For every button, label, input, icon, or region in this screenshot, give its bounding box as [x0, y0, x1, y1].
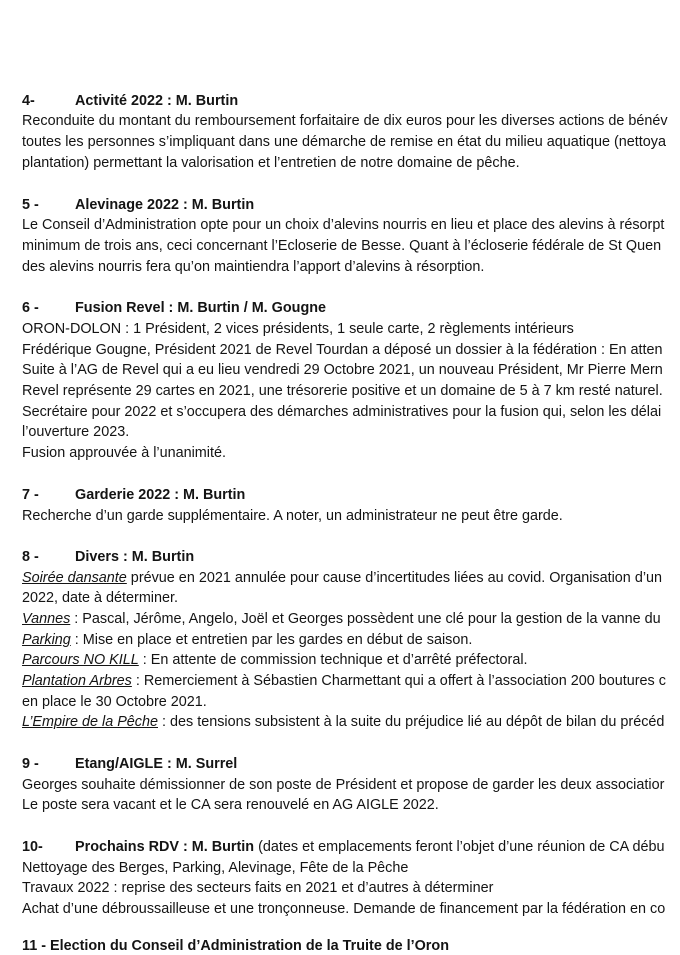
- list-item: [22, 693, 207, 711]
- list-item: [22, 569, 662, 587]
- section-number: 6 -: [22, 300, 39, 316]
- section-heading-6: [22, 299, 326, 317]
- paragraph-line: Secrétaire pour 2022 et s’occupera des démarches administratives pour la fusion qui, selon les délai: [22, 404, 662, 420]
- item-label: Parcours NO KILL: [22, 652, 139, 668]
- section-number: 7 -: [22, 487, 39, 503]
- section-title-note: (dates et emplacements feront l’objet d’une réunion de CA débu: [254, 839, 665, 855]
- section-title: Divers : M. Burtin: [75, 549, 195, 565]
- paragraph-line: des alevins nourris fera qu’on maintiendra l’apport d’alevins à résorption.: [22, 259, 485, 275]
- paragraph-line: Reconduite du montant du remboursement forfaitaire de dix euros pour les diverses actions de bénév: [22, 113, 668, 129]
- section-title: Etang/AIGLE : M. Surrel: [75, 756, 238, 772]
- paragraph-line: Revel représente 29 cartes en 2021, une trésorerie positive et un domaine de 5 à 7 km resté naturel.: [22, 383, 663, 399]
- list-item: [22, 651, 528, 669]
- paragraph-line: Frédérique Gougne, Président 2021 de Revel Tourdan a déposé un dossier à la fédération : En atten: [22, 342, 663, 358]
- section-heading-5: [22, 196, 254, 214]
- item-text: : En attente de commission technique et d’arrêté préfectoral.: [138, 652, 528, 668]
- section-heading-4: [22, 92, 238, 110]
- paragraph-line: Travaux 2022 : reprise des secteurs faits en 2021 et d’autres à déterminer: [22, 880, 494, 896]
- section-number: 4-: [22, 93, 35, 109]
- item-text: 2022, date à déterminer.: [22, 590, 179, 606]
- item-text: prévue en 2021 annulée pour cause d’incertitudes liées au covid. Organisation d’un: [126, 570, 663, 586]
- item-text: en place le 30 Octobre 2021.: [22, 694, 207, 710]
- paragraph-line: Achat d’une débroussailleuse et une tronçonneuse. Demande de financement par la fédération en co: [22, 901, 666, 917]
- paragraph-line: l’ouverture 2023.: [22, 424, 130, 440]
- list-item: [22, 713, 664, 731]
- item-label: Soirée dansante: [22, 570, 127, 586]
- item-text: : Mise en place et entretien par les gardes en début de saison.: [70, 632, 473, 648]
- paragraph-line: Suite à l’AG de Revel qui a eu lieu vendredi 29 Octobre 2021, un nouveau Président, Mr Pierre Mern: [22, 362, 663, 378]
- paragraph-line: Le poste sera vacant et le CA sera renouvelé en AG AIGLE 2022.: [22, 797, 439, 813]
- section-title: Prochains RDV : M. Burtin: [75, 839, 255, 855]
- list-item: [22, 589, 178, 607]
- cut-off-heading-11: [22, 937, 662, 954]
- section-title: Activité 2022 : M. Burtin: [75, 93, 239, 109]
- section-heading-9: [22, 755, 237, 773]
- item-label: Plantation Arbres: [22, 673, 132, 689]
- section-number: 9 -: [22, 756, 39, 772]
- item-text: : Remerciement à Sébastien Charmettant qui a offert à l’association 200 boutures c: [131, 673, 666, 689]
- paragraph-line: Recherche d’un garde supplémentaire. A noter, un administrateur ne peut être garde.: [22, 508, 563, 524]
- paragraph-line: toutes les personnes s’impliquant dans une démarche de remise en état du milieu aquatique (nettoya: [22, 134, 666, 150]
- section-heading-8: [22, 548, 194, 566]
- section-number: 5 -: [22, 197, 39, 213]
- item-text: : Pascal, Jérôme, Angelo, Joël et Georges possèdent une clé pour la gestion de la vanne du: [70, 611, 661, 627]
- section-title: Alevinage 2022 : M. Burtin: [75, 197, 255, 213]
- paragraph-line: plantation) permettant la valorisation et l’entretien de notre domaine de pêche.: [22, 155, 520, 171]
- cut-off-text: 11 - Election du Conseil d’Administration de la Truite de l’Oron: [22, 938, 449, 954]
- item-text: : des tensions subsistent à la suite du préjudice lié au dépôt de bilan du précéd: [158, 714, 665, 730]
- item-label: Vannes: [22, 611, 71, 627]
- item-label: L’Empire de la Pêche: [22, 714, 158, 730]
- section-number: 10-: [22, 839, 43, 855]
- paragraph-line: ORON-DOLON : 1 Président, 2 vices présidents, 1 seule carte, 2 règlements intérieurs: [22, 321, 574, 337]
- section-heading-10: [22, 838, 665, 856]
- list-item: [22, 610, 661, 628]
- section-title: Garderie 2022 : M. Burtin: [75, 487, 246, 503]
- item-label: Parking: [22, 632, 71, 648]
- section-number: 8 -: [22, 549, 39, 565]
- paragraph-line: Fusion approuvée à l’unanimité.: [22, 445, 226, 461]
- paragraph-line: Le Conseil d’Administration opte pour un choix d’alevins nourris en lieu et place des alevins à résorpt: [22, 217, 665, 233]
- section-title: Fusion Revel : M. Burtin / M. Gougne: [75, 300, 327, 316]
- paragraph-line: Georges souhaite démissionner de son poste de Président et propose de garder les deux associatior: [22, 777, 665, 793]
- paragraph-line: Nettoyage des Berges, Parking, Alevinage, Fête de la Pêche: [22, 860, 409, 876]
- paragraph-line: minimum de trois ans, ceci concernant l’Ecloserie de Besse. Quant à l’écloserie fédérale de St Quen: [22, 238, 662, 254]
- list-item: [22, 631, 472, 649]
- list-item: [22, 672, 666, 690]
- section-heading-7: [22, 486, 245, 504]
